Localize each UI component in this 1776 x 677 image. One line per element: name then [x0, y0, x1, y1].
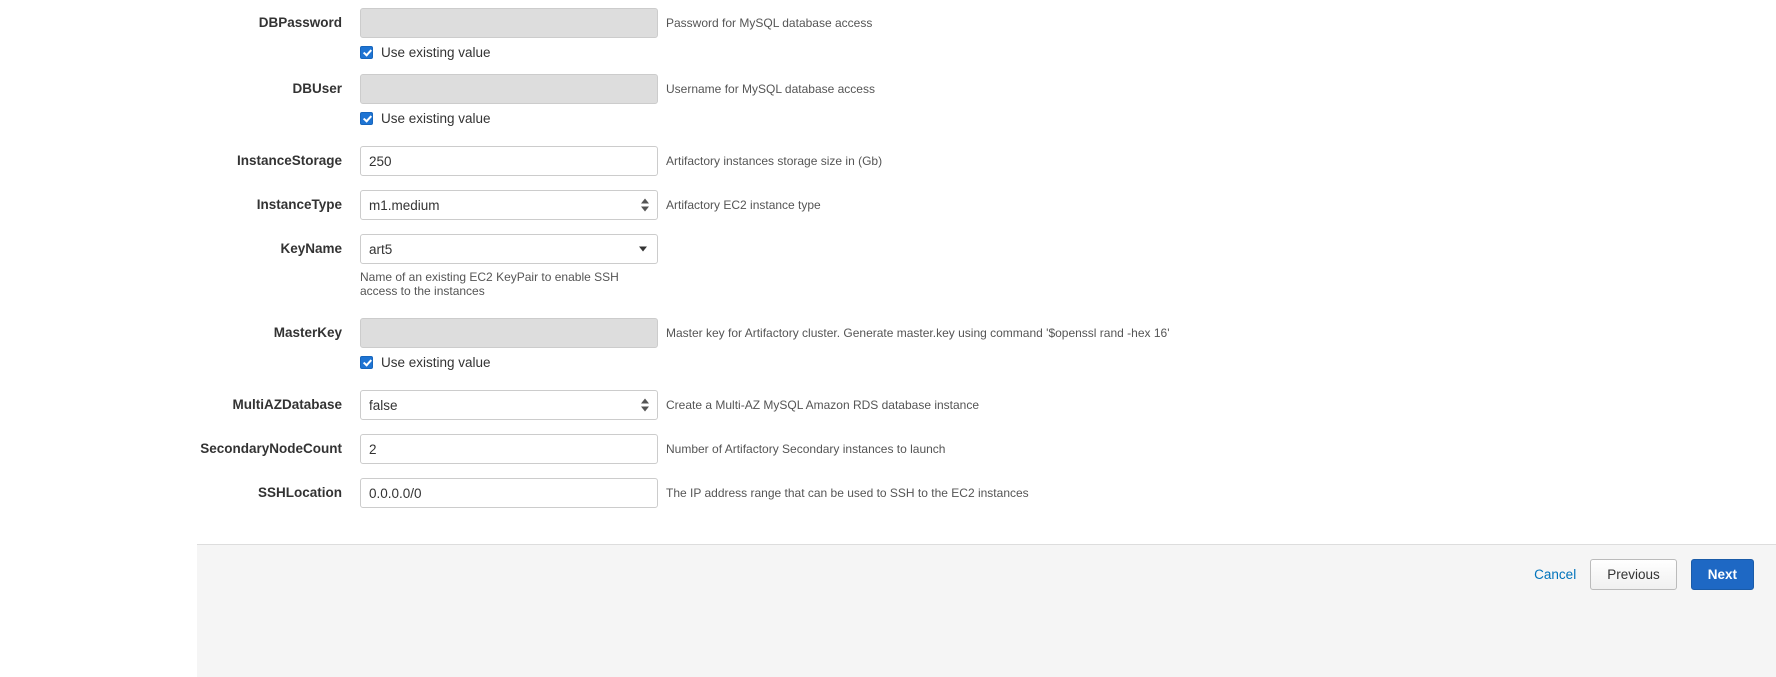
masterkey-input[interactable]: [360, 318, 658, 348]
dbuser-use-existing-checkbox-row[interactable]: [360, 111, 658, 126]
checkbox-icon[interactable]: [360, 356, 373, 369]
checkbox-icon[interactable]: [360, 112, 373, 125]
field-control-instancestorage: [360, 146, 658, 176]
field-label-keyname: KeyName: [280, 241, 342, 256]
field-label-multiazdatabase: MultiAZDatabase: [232, 397, 342, 412]
field-description-dbpassword: Password for MySQL database access: [666, 16, 873, 30]
form-row-dbpassword: [0, 8, 1776, 60]
previous-button[interactable]: Previous: [1590, 559, 1677, 590]
multiazdatabase-select[interactable]: [360, 390, 658, 420]
keyname-select[interactable]: [360, 234, 658, 264]
field-control-multiazdatabase: [360, 390, 658, 420]
field-label-instancetype: InstanceType: [256, 197, 342, 212]
form-row-dbuser: [0, 74, 1776, 126]
field-control-dbuser: [360, 74, 658, 126]
field-label-sshlocation: SSHLocation: [257, 485, 342, 500]
secondarynodecount-input[interactable]: [360, 434, 658, 464]
cancel-link[interactable]: Cancel: [1534, 567, 1577, 582]
field-label-instancestorage: InstanceStorage: [236, 153, 342, 168]
instancetype-select-wrap[interactable]: [360, 190, 658, 220]
form-row-instancestorage: [0, 146, 1776, 176]
dbpassword-use-existing-checkbox-row[interactable]: [360, 45, 658, 60]
dbuser-use-existing-label: Use existing value: [381, 111, 491, 126]
field-label-secondarynodecount: SecondaryNodeCount: [200, 441, 342, 456]
field-label-masterkey: MasterKey: [273, 325, 342, 340]
field-description-sshlocation: The IP address range that can be used to SSH to the EC2 instances: [666, 486, 1029, 500]
field-control-sshlocation: [360, 478, 658, 508]
footer-bar: [197, 544, 1776, 677]
multiazdatabase-select-wrap[interactable]: [360, 390, 658, 420]
dbuser-input[interactable]: [360, 74, 658, 104]
sshlocation-input[interactable]: [360, 478, 658, 508]
checkbox-icon[interactable]: [360, 46, 373, 59]
masterkey-use-existing-checkbox-row[interactable]: [360, 355, 658, 370]
form-row-keyname: [0, 234, 1776, 298]
next-button[interactable]: Next: [1691, 559, 1754, 590]
form-row-secondarynodecount: [0, 434, 1776, 464]
footer-actions: [197, 545, 1776, 590]
field-description-instancetype: Artifactory EC2 instance type: [666, 198, 821, 212]
field-description-masterkey: Master key for Artifactory cluster. Generate master.key using command '$openssl rand -hex 16': [666, 326, 1170, 340]
keyname-helper-text: Name of an existing EC2 KeyPair to enable SSH access to the instances: [360, 270, 619, 298]
field-label-dbuser: DBUser: [292, 81, 342, 96]
dbpassword-input[interactable]: [360, 8, 658, 38]
keyname-select-wrap[interactable]: [360, 234, 658, 264]
form-row-sshlocation: [0, 478, 1776, 508]
instancetype-select[interactable]: [360, 190, 658, 220]
form-row-masterkey: [0, 318, 1776, 370]
form-row-multiazdatabase: [0, 390, 1776, 420]
field-control-masterkey: [360, 318, 658, 370]
field-description-secondarynodecount: Number of Artifactory Secondary instances to launch: [666, 442, 946, 456]
dbpassword-use-existing-label: Use existing value: [381, 45, 491, 60]
field-description-instancestorage: Artifactory instances storage size in (Gb): [666, 154, 883, 168]
form-row-instancetype: [0, 190, 1776, 220]
field-description-dbuser: Username for MySQL database access: [666, 82, 875, 96]
field-control-instancetype: [360, 190, 658, 220]
field-description-multiazdatabase: Create a Multi-AZ MySQL Amazon RDS database instance: [666, 398, 980, 412]
field-control-keyname: [360, 234, 658, 298]
masterkey-use-existing-label: Use existing value: [381, 355, 491, 370]
field-control-secondarynodecount: [360, 434, 658, 464]
field-label-dbpassword: DBPassword: [258, 15, 342, 30]
field-control-dbpassword: [360, 8, 658, 60]
instancestorage-input[interactable]: [360, 146, 658, 176]
